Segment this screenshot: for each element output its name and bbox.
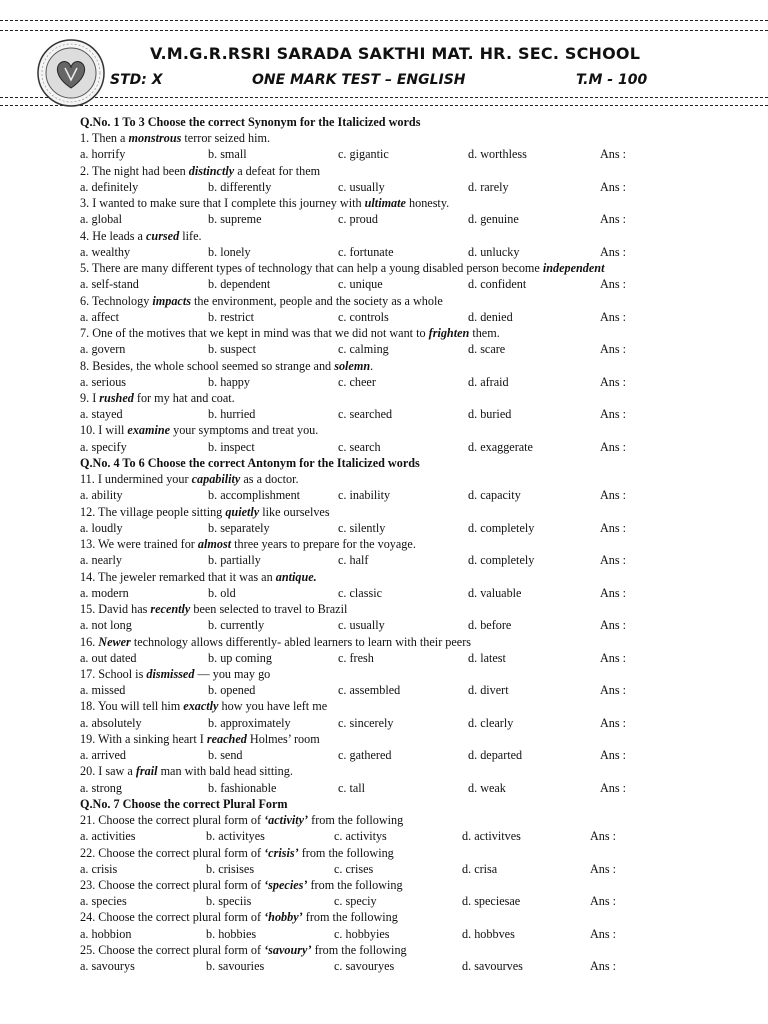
option-c: c. controls [338, 309, 389, 324]
std-label: STD: X [110, 72, 163, 88]
question-text-end: . [370, 358, 374, 373]
italicized-word: frail [135, 764, 158, 779]
options-row [80, 617, 740, 633]
option-c: c. silently [338, 520, 386, 535]
answer-label: Ans : [600, 342, 627, 357]
option-c: c. usually [338, 179, 385, 194]
question-text-end: been selected to travel to Brazil [190, 602, 348, 617]
question-stem [80, 763, 740, 779]
question-text-end: from the following [302, 910, 398, 925]
italicized-word: independent [542, 261, 605, 276]
option-d: d. worthless [468, 147, 527, 162]
option-a: a. wealthy [80, 244, 131, 259]
options-row [80, 715, 740, 731]
question-stem [80, 731, 740, 747]
option-a: a. crisis [80, 861, 118, 876]
answer-label: Ans : [590, 829, 617, 844]
question-text: 17. School is [80, 666, 147, 681]
answer-label: Ans : [600, 683, 627, 698]
italicized-word: solemn [334, 358, 371, 373]
italicized-word: dismissed [146, 666, 195, 681]
option-a: a. modern [80, 585, 129, 600]
question-text-end: your symptoms and treat you. [170, 423, 319, 438]
option-d: d. completely [468, 553, 535, 568]
option-a: a. definitely [80, 179, 139, 194]
question-text-end: three years to prepare for the voyage. [231, 537, 416, 552]
option-d: d. latest [468, 650, 506, 665]
question-text: 1. Then a [80, 131, 129, 146]
option-d: d. genuine [468, 212, 519, 227]
question-stem [80, 666, 740, 682]
section-title: Q.No. 1 To 3 Choose the correct Synonym for the Italicized words [80, 115, 421, 129]
answer-label: Ans : [600, 212, 627, 227]
option-a: a. species [80, 894, 127, 909]
answer-label: Ans : [600, 407, 627, 422]
answer-label: Ans : [600, 618, 627, 633]
option-b: b. restrict [208, 309, 255, 324]
question-stem [80, 812, 740, 828]
option-a: a. strong [80, 780, 122, 795]
question-stem [80, 698, 740, 714]
option-a: a. arrived [80, 748, 127, 763]
option-a: a. specify [80, 439, 127, 454]
question-text: 16. [80, 634, 99, 649]
question-text: 5. There are many different types of technology that can help a young disabled person become [80, 261, 543, 276]
question-text-end: for my hat and coat. [133, 390, 235, 405]
option-d: d. weak [468, 780, 506, 795]
question-stem [80, 195, 740, 211]
options-row [80, 341, 740, 357]
option-d: d. rarely [468, 179, 509, 194]
option-b: b. lonely [208, 244, 251, 259]
answer-label: Ans : [600, 147, 627, 162]
answer-label: Ans : [600, 748, 627, 763]
answer-label: Ans : [590, 894, 617, 909]
options-row [80, 406, 740, 422]
italicized-word: distinctly [188, 163, 235, 178]
option-d: d. scare [468, 342, 506, 357]
italicized-word: quietly [225, 504, 260, 519]
question-text: 15. David has [80, 602, 151, 617]
options-row [80, 179, 740, 195]
option-a: a. not long [80, 618, 132, 633]
italicized-word: ‘savoury’ [264, 942, 312, 957]
question-text-end: them. [469, 326, 500, 341]
options-row [80, 244, 740, 260]
option-a: a. serious [80, 374, 127, 389]
section-title: Q.No. 7 Choose the correct Plural Form [80, 796, 288, 811]
italicized-word: recently [150, 602, 191, 617]
question-paper [80, 114, 740, 974]
bottom-dashed-rule [0, 97, 768, 98]
total-marks: T.M - 100 [576, 72, 648, 88]
question-stem [80, 163, 740, 179]
option-a: a. ability [80, 488, 123, 503]
question-stem [80, 909, 740, 925]
question-text: 2. The night had been [80, 163, 189, 178]
option-c: c. cheer [338, 374, 376, 389]
italicized-word: monstrous [128, 131, 182, 146]
italicized-word: ultimate [364, 196, 406, 211]
option-c: c. hobbyies [334, 926, 390, 941]
question-text-end: as a doctor. [240, 472, 299, 487]
italicized-word: impacts [152, 293, 191, 308]
options-row [80, 552, 740, 568]
option-b: b. up coming [208, 650, 272, 665]
question-text-end: from the following [308, 813, 404, 828]
question-text: 8. Besides, the whole school seemed so strange and [80, 358, 335, 373]
option-b: b. partially [208, 553, 261, 568]
answer-label: Ans : [600, 374, 627, 389]
option-b: b. approximately [208, 715, 291, 730]
answer-label: Ans : [600, 715, 627, 730]
options-row [80, 439, 740, 455]
question-text: 7. One of the motives that we kept in mind was that we did not want to [80, 326, 429, 341]
option-d: d. exaggerate [468, 439, 533, 454]
option-a: a. out dated [80, 650, 137, 665]
answer-label: Ans : [600, 488, 627, 503]
question-text: 19. With a sinking heart I [80, 731, 207, 746]
option-c: c. usually [338, 618, 385, 633]
question-stem [80, 634, 740, 650]
option-b: b. separately [208, 520, 270, 535]
option-c: c. savouryes [334, 959, 395, 974]
options-row [80, 585, 740, 601]
question-stem [80, 358, 740, 374]
options-row [80, 520, 740, 536]
question-stem [80, 942, 740, 958]
option-d: d. speciesae [462, 894, 521, 909]
option-c: c. fresh [338, 650, 374, 665]
option-d: d. before [468, 618, 512, 633]
question-text: 20. I saw a [80, 764, 136, 779]
top-dashed-rule-inner [0, 30, 768, 31]
question-text: 18. You will tell him [80, 699, 184, 714]
question-text-end: life. [179, 228, 202, 243]
options-row [80, 747, 740, 763]
option-a: a. self-stand [80, 277, 139, 292]
question-text: 13. We were trained for [80, 537, 198, 552]
question-text: 10. I will [80, 423, 128, 438]
option-b: b. small [208, 147, 247, 162]
option-a: a. missed [80, 683, 126, 698]
question-stem [80, 569, 740, 585]
italicized-word: antique. [275, 569, 317, 584]
answer-label: Ans : [600, 179, 627, 194]
answer-label: Ans : [600, 650, 627, 665]
option-d: d. capacity [468, 488, 521, 503]
question-stem [80, 877, 740, 893]
question-text: 6. Technology [80, 293, 153, 308]
option-a: a. govern [80, 342, 126, 357]
question-stem [80, 390, 740, 406]
option-d: d. departed [468, 748, 523, 763]
option-c: c. crises [334, 861, 374, 876]
answer-label: Ans : [590, 861, 617, 876]
options-row [80, 211, 740, 227]
question-text: 4. He leads a [80, 228, 146, 243]
italicized-word: examine [127, 423, 171, 438]
option-c: c. gathered [338, 748, 392, 763]
italicized-word: exactly [183, 699, 219, 714]
italicized-word: ‘crisis’ [264, 845, 299, 860]
option-c: c. activitys [334, 829, 387, 844]
school-logo-icon [36, 38, 106, 108]
italicized-word: capability [191, 472, 241, 487]
options-row [80, 276, 740, 292]
answer-label: Ans : [600, 780, 627, 795]
question-stem [80, 504, 740, 520]
option-d: d. afraid [468, 374, 509, 389]
option-a: a. global [80, 212, 122, 227]
question-stem [80, 536, 740, 552]
answer-label: Ans : [600, 277, 627, 292]
top-dashed-rule [0, 20, 768, 21]
question-text-end: like ourselves [259, 504, 330, 519]
option-a: a. affect [80, 309, 120, 324]
option-d: d. completely [468, 520, 535, 535]
question-text: 21. Choose the correct plural form of [80, 813, 265, 828]
options-row [80, 958, 740, 974]
option-a: a. absolutely [80, 715, 142, 730]
question-stem [80, 471, 740, 487]
option-d: d. buried [468, 407, 512, 422]
option-b: b. hobbies [206, 926, 257, 941]
answer-label: Ans : [600, 585, 627, 600]
option-d: d. crisa [462, 861, 498, 876]
option-d: d. divert [468, 683, 509, 698]
italicized-word: ‘hobby’ [264, 910, 303, 925]
option-b: b. old [208, 585, 236, 600]
answer-label: Ans : [590, 926, 617, 941]
question-text-end: technology allows differently- abled learners to learn with their peers [130, 634, 472, 649]
option-c: c. search [338, 439, 381, 454]
option-a: a. stayed [80, 407, 123, 422]
italicized-word: reached [206, 731, 247, 746]
question-text: 23. Choose the correct plural form of [80, 878, 265, 893]
option-b: b. savouries [206, 959, 265, 974]
option-c: c. unique [338, 277, 383, 292]
italicized-word: ‘species’ [264, 878, 308, 893]
option-b: b. hurried [208, 407, 256, 422]
option-a: a. nearly [80, 553, 122, 568]
italicized-word: almost [197, 537, 232, 552]
question-text-end: from the following [298, 845, 394, 860]
option-c: c. classic [338, 585, 382, 600]
option-c: c. inability [338, 488, 391, 503]
question-text: 22. Choose the correct plural form of [80, 845, 265, 860]
option-c: c. proud [338, 212, 378, 227]
options-row [80, 780, 740, 796]
question-text-end: — you may go [194, 666, 271, 681]
option-b: b. differently [208, 179, 272, 194]
test-title: ONE MARK TEST – ENGLISH [252, 72, 466, 88]
option-c: c. tall [338, 780, 366, 795]
option-b: b. opened [208, 683, 256, 698]
answer-label: Ans : [590, 959, 617, 974]
question-text-end: Holmes’ room [246, 731, 320, 746]
option-b: b. crisises [206, 861, 255, 876]
question-text: 11. I undermined your [80, 472, 192, 487]
italicized-word: ‘activity’ [264, 813, 309, 828]
option-d: d. valuable [468, 585, 522, 600]
options-row [80, 828, 740, 844]
option-a: a. hobbion [80, 926, 132, 941]
question-text: 12. The village people sitting [80, 504, 226, 519]
question-stem [80, 325, 740, 341]
option-b: b. currently [208, 618, 265, 633]
question-text-end: the environment, people and the society as a whole [190, 293, 443, 308]
question-text: 25. Choose the correct plural form of [80, 942, 265, 957]
option-c: c. assembled [338, 683, 401, 698]
option-c: c. sincerely [338, 715, 394, 730]
option-b: b. accomplishment [208, 488, 301, 503]
option-c: c. searched [338, 407, 393, 422]
option-a: a. horrify [80, 147, 126, 162]
option-d: d. denied [468, 309, 513, 324]
answer-label: Ans : [600, 520, 627, 535]
option-b: b. suspect [208, 342, 257, 357]
italicized-word: frighten [428, 326, 470, 341]
question-stem [80, 228, 740, 244]
question-text: 3. I wanted to make sure that I complete this journey with [80, 196, 365, 211]
answer-label: Ans : [600, 309, 627, 324]
question-stem [80, 601, 740, 617]
bottom-dashed-rule-inner [0, 105, 768, 106]
option-c: c. fortunate [338, 244, 394, 259]
question-text: 14. The jeweler remarked that it was an [80, 569, 276, 584]
option-c: c. half [338, 553, 369, 568]
option-d: d. activitves [462, 829, 521, 844]
options-row [80, 926, 740, 942]
option-b: b. send [208, 748, 243, 763]
option-b: b. activityes [206, 829, 265, 844]
question-text-end: how you have left me [218, 699, 328, 714]
question-stem [80, 845, 740, 861]
answer-label: Ans : [600, 553, 627, 568]
option-b: b. fashionable [208, 780, 277, 795]
option-c: c. calming [338, 342, 389, 357]
question-stem [80, 130, 740, 146]
option-d: d. confident [468, 277, 527, 292]
italicized-word: cursed [146, 228, 180, 243]
option-c: c. speciy [334, 894, 377, 909]
answer-label: Ans : [600, 439, 627, 454]
options-row [80, 146, 740, 162]
option-d: d. unlucky [468, 244, 520, 259]
option-a: a. savourys [80, 959, 135, 974]
question-stem [80, 422, 740, 438]
option-a: a. activities [80, 829, 136, 844]
options-row [80, 682, 740, 698]
question-stem [80, 260, 740, 276]
italicized-word: rushed [99, 390, 134, 405]
option-b: b. happy [208, 374, 250, 389]
question-text: 9. I [80, 390, 100, 405]
school-name: V.M.G.R.RSRI SARADA SAKTHI MAT. HR. SEC. SCHOOL [150, 44, 641, 63]
option-d: d. savourves [462, 959, 523, 974]
option-d: d. clearly [468, 715, 514, 730]
options-row [80, 650, 740, 666]
options-row [80, 861, 740, 877]
question-text-end: honesty. [405, 196, 450, 211]
options-row [80, 309, 740, 325]
options-row [80, 487, 740, 503]
option-b: b. dependent [208, 277, 271, 292]
question-text: 24. Choose the correct plural form of [80, 910, 265, 925]
question-text-end: man with bald head sitting. [157, 764, 293, 779]
section-title: Q.No. 4 To 6 Choose the correct Antonym for the Italicized words [80, 455, 420, 470]
answer-label: Ans : [600, 244, 627, 259]
option-a: a. loudly [80, 520, 123, 535]
question-text-end: from the following [311, 942, 407, 957]
options-row [80, 374, 740, 390]
option-c: c. gigantic [338, 147, 389, 162]
italicized-word: Newer [98, 634, 131, 649]
option-b: b. inspect [208, 439, 255, 454]
question-text-end: from the following [307, 878, 403, 893]
question-text-end: a defeat for them [234, 163, 321, 178]
question-stem [80, 293, 740, 309]
option-b: b. supreme [208, 212, 262, 227]
question-text-end: terror seized him. [181, 131, 271, 146]
option-b: b. speciis [206, 894, 252, 909]
option-d: d. hobbves [462, 926, 515, 941]
options-row [80, 893, 740, 909]
